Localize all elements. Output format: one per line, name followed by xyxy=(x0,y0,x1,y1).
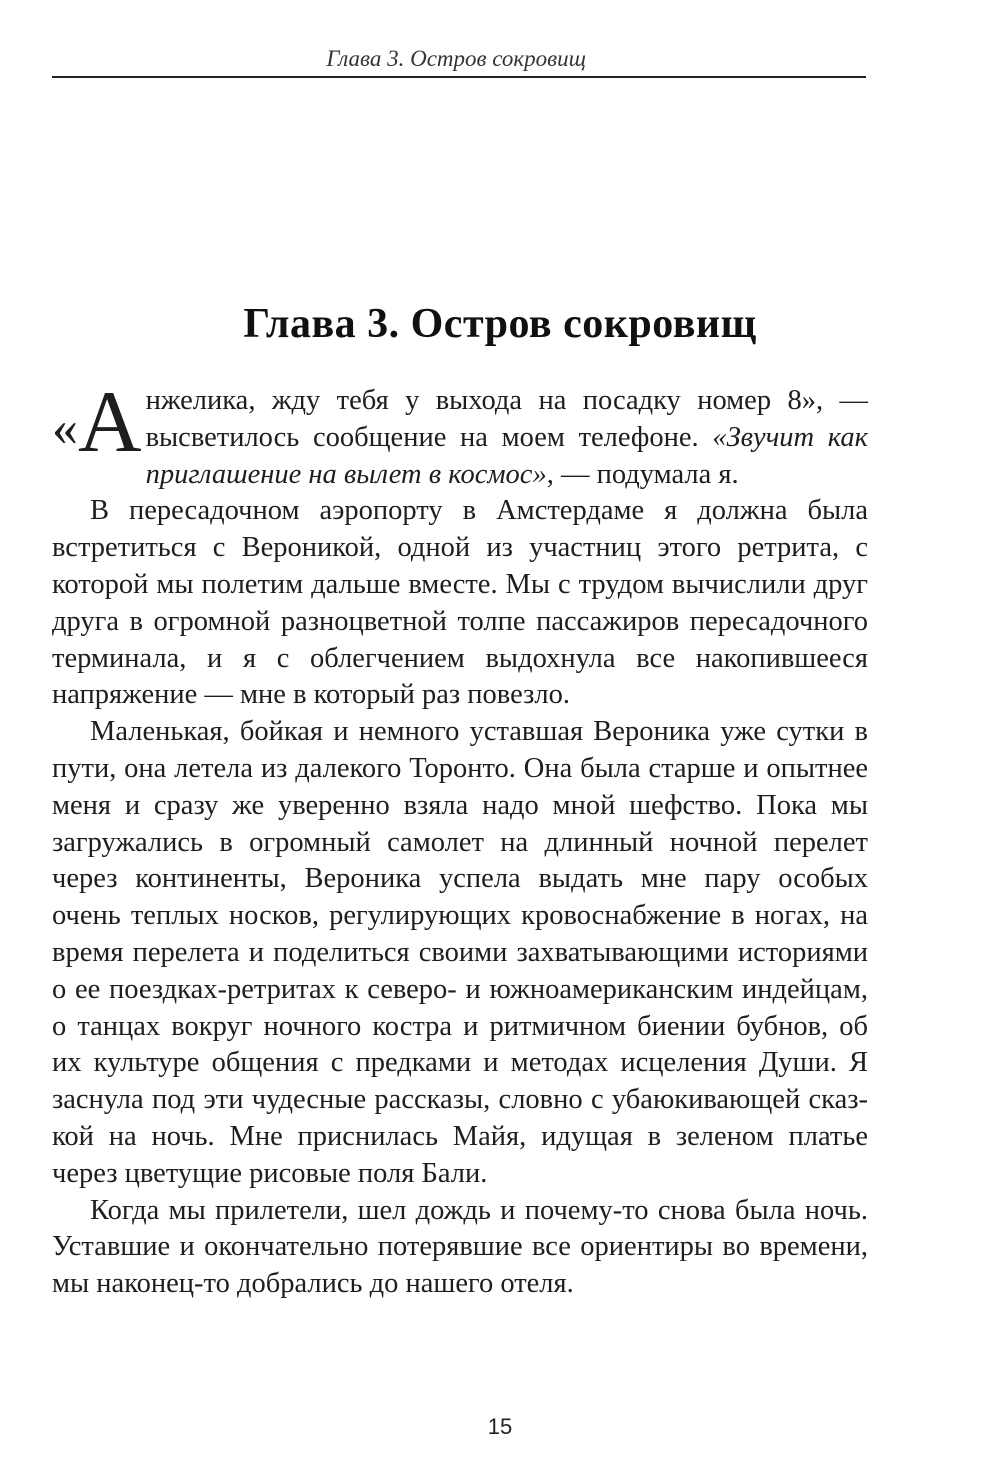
paragraph-4: Когда мы прилетели, шел дождь и почему-то снова была ночь. Уставшие и окончательно потерявшие все ориентиры во времени, мы наконец-то добрались до нашего отеля. xyxy=(52,1194,868,1300)
paragraph-1-tail: , — подумала я. xyxy=(546,458,739,490)
drop-cap xyxy=(52,374,142,471)
header-rule xyxy=(52,76,866,78)
chapter-title: Глава 3. Остров сокровищ xyxy=(243,301,757,347)
body-text xyxy=(52,374,868,1303)
paragraph-1-text: нжелика, жду тебя у выхода на посадку номер 8», — высветилось сообщение на моем телефоне. xyxy=(145,385,868,453)
paragraph-2: В пересадочном аэропорту в Амстердаме я должна была встретиться с Вероникой, одной из участниц этого ретрита, с которой мы полетим дальше вместе. Мы с трудом вычислили друг друга в огромной разноцветной толпе пассажиров пересадочного терминала, и я с облегчением выдохнула все накопившееся напряжение — мне в который раз повезло. xyxy=(52,495,868,711)
paragraph-1 xyxy=(52,374,868,493)
page-number: 15 xyxy=(487,1414,513,1439)
paragraph-1-italic-quote: «Звучит как приглашение на вылет в космос» xyxy=(145,421,868,490)
drop-cap-letter: А xyxy=(78,374,142,471)
drop-cap-quote: « xyxy=(52,400,78,457)
running-header: Глава 3. Остров сокровищ xyxy=(326,46,586,71)
paragraph-3: Маленькая, бойкая и немного уставшая Вероника уже сутки в пути, она летела из далекого Торонто. Она была старше и опытнее меня и сразу же уверенно взяла надо мной шефство. Пока мы загружались в огромный самолет на длинный ночной перелет через континенты, Вероника успела выдать мне пару особых очень теплых носков, регулирующих кровоснабжение в ногах, на время перелета и поделиться своими захватывающими историями о ее поездках-ретритах к северо- и южноамериканским индейцам, о танцах вокруг ночного костра и ритмичном биении бубнов, об их культуре общения с предками и методах исцеления Души. Я заснула под эти чудесные рассказы, словно с убаюкивающей сказкой на ночь. Мне приснилась Майя, идущая в зеленом платье через цветущие рисовые поля Бали. xyxy=(52,716,868,1189)
